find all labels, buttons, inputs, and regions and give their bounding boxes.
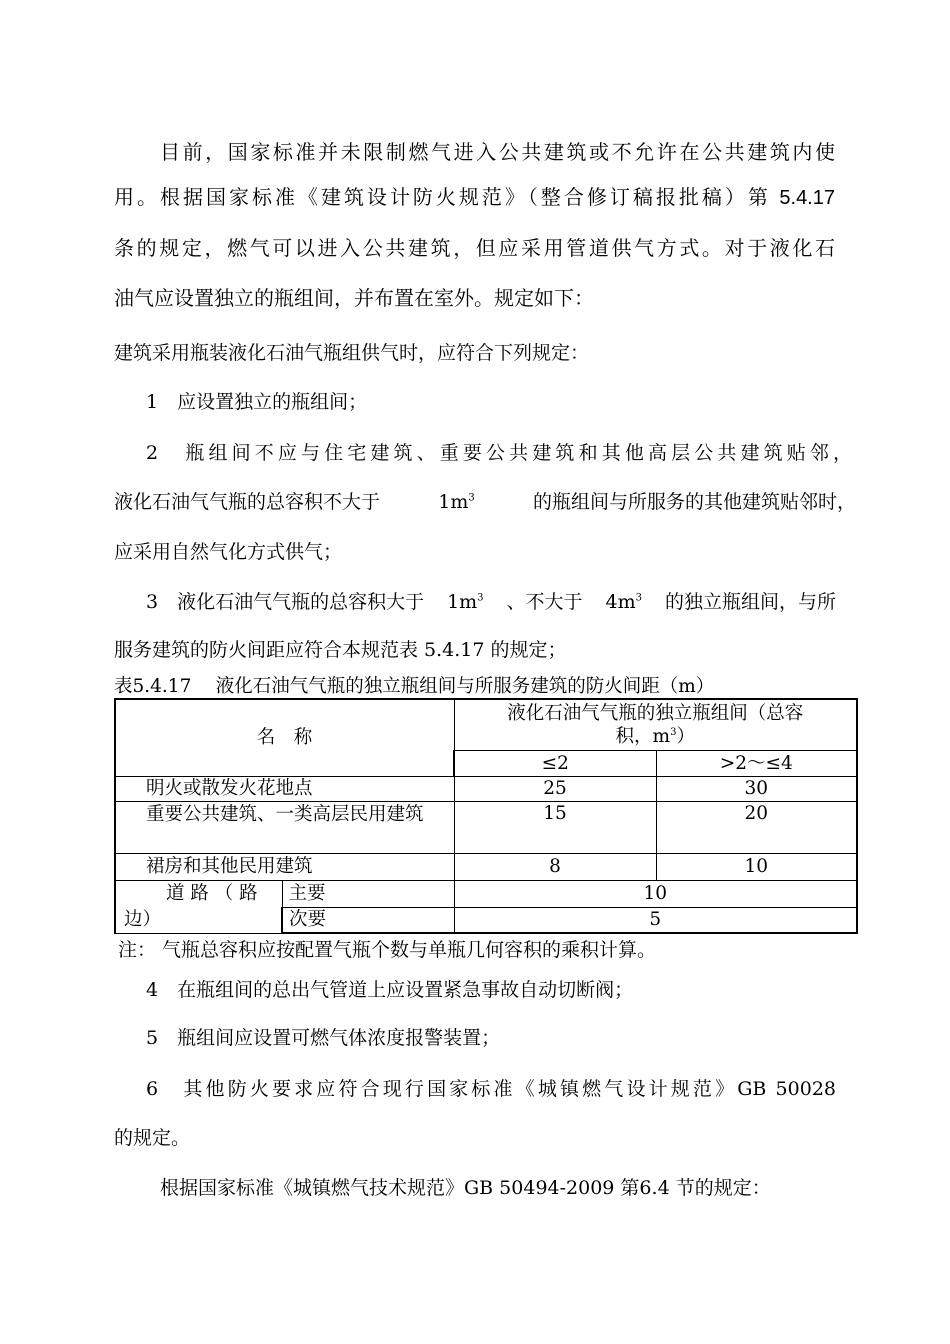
paragraph-1-line-2: 用。根据国家标准《建筑设计防火规范》（整合修订稿报批稿）第 5.4.17 <box>114 187 835 209</box>
rule-item-2-text-b: 的瓶组间与所服务的其他建筑贴邻时， <box>532 491 856 513</box>
rule-item-3-line-2: 服务建筑的防火间距应符合本规范表 5.4.17 的规定； <box>114 639 567 661</box>
rule-item-5: 5 瓶组间应设置可燃气体浓度报警装置； <box>146 1027 501 1049</box>
table-row-v2: 20 <box>656 801 857 853</box>
fire-distance-table <box>114 698 858 934</box>
paragraph-1-line-4: 油气应设置独立的瓶组间，并布置在室外。规定如下： <box>114 288 594 310</box>
paragraph-1-line-3: 条的规定，燃气可以进入公共建筑，但应采用管道供气方式。对于液化石 <box>114 238 835 260</box>
rule-item-3-text-a: 3 液化石油气气瓶的总容积大于 <box>146 591 425 613</box>
table-row-v1: 25 <box>454 776 656 801</box>
table-road-main-label: 主要 <box>282 880 454 907</box>
closing-paragraph: 根据国家标准《城镇燃气技术规范》GB 50494-2009 第6.4 节的规定： <box>160 1177 771 1199</box>
rule-item-3-line-1 <box>146 590 836 614</box>
rule-item-3-volume-1: $1m^3$ <box>447 591 484 613</box>
table-row-v1: 15 <box>454 801 656 853</box>
table-row-road-main <box>115 880 857 907</box>
rule-item-1: 1 应设置独立的瓶组间； <box>146 391 368 413</box>
table-caption: 表5.4.17 液化石油气气瓶的独立瓶组间与所服务建筑的防火间距（m） <box>114 676 715 697</box>
table-header-row-1 <box>115 699 857 750</box>
table-road-minor-value: 5 <box>454 907 857 933</box>
table-header-group: 液化石油气气瓶的独立瓶组间（总容 积，$m^3$） <box>454 699 857 750</box>
rule-item-3-text-c: 的独立瓶组间，与所 <box>664 591 836 613</box>
table-row <box>115 776 857 801</box>
rule-intro: 建筑采用瓶装液化石油气瓶组供气时，应符合下列规定： <box>114 342 590 364</box>
rule-item-4: 4 在瓶组间的总出气管道上应设置紧急事故自动切断阀； <box>146 979 634 1001</box>
table-header-col1: ≤2 <box>454 750 656 776</box>
table-row-name: 明火或散发火花地点 <box>115 776 454 801</box>
table-row-name: 裙房和其他民用建筑 <box>115 853 454 880</box>
table-note: 注： 气瓶总容积应按配置气瓶个数与单瓶几何容积的乘积计算。 <box>118 939 657 961</box>
paragraph-1-line-1: 目前，国家标准并未限制燃气进入公共建筑或不允许在公共建筑内使 <box>160 142 835 164</box>
table-road-main-value: 10 <box>454 880 857 907</box>
table-row-v2: 10 <box>656 853 857 880</box>
rule-item-3-volume-2: $4m^3$ <box>605 591 642 613</box>
rule-item-2-volume: $1m^3$ <box>438 491 475 513</box>
table-row <box>115 801 857 853</box>
table-road-minor-label: 次要 <box>282 907 454 933</box>
rule-item-6-line-1: 6 其他防火要求应符合现行国家标准《城镇燃气设计规范》GB 50028 <box>146 1078 836 1100</box>
rule-item-6-line-2: 的规定。 <box>114 1127 191 1149</box>
table-header-name: 名 称 <box>115 699 454 776</box>
rule-item-2-line-1: 2 瓶组间不应与住宅建筑、重要公共建筑和其他高层公共建筑贴邻， <box>146 442 852 464</box>
table-road-label: 道 路 （ 路边） <box>115 880 282 933</box>
table-row-v1: 8 <box>454 853 656 880</box>
table-row <box>115 853 857 880</box>
table-header-col2: >2～≤4 <box>656 750 857 776</box>
rule-item-2-line-3: 应采用自然气化方式供气； <box>114 541 343 563</box>
table-row-name: 重要公共建筑、一类高层民用建筑 <box>115 801 454 853</box>
rule-item-2-text-a: 液化石油气气瓶的总容积不大于 <box>114 491 381 513</box>
table-row-v2: 30 <box>656 776 857 801</box>
rule-item-2-line-2 <box>114 490 856 514</box>
rule-item-3-text-b: 、不大于 <box>506 591 583 613</box>
